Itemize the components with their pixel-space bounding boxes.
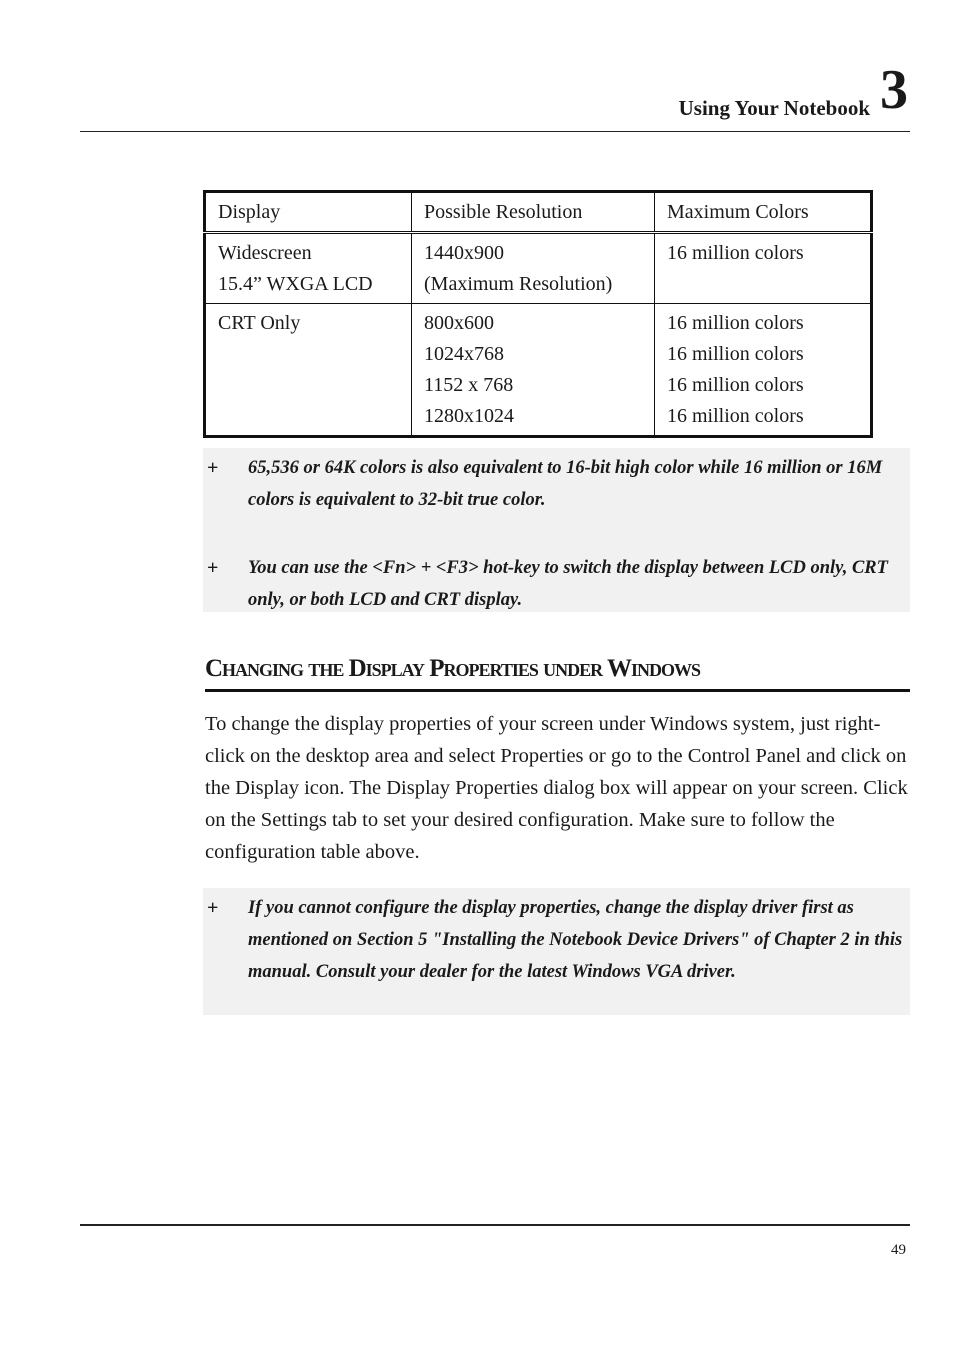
cell-line: 16 million colors: [667, 405, 804, 427]
page-header: [80, 59, 910, 132]
table-header-cell: Display: [205, 192, 412, 233]
note-text: 65,536 or 64K colors is also equivalent to 16-bit high color while 16 million or 16M colors is equivalent to 32-bit true color.: [248, 458, 883, 510]
table-cell-display: [205, 233, 412, 304]
header-title: Using Your Notebook: [678, 96, 870, 120]
display-resolution-table: [203, 190, 873, 438]
table-row: [205, 304, 872, 437]
table-cell-resolution: [412, 233, 655, 304]
table-header-cell: Maximum Colors: [655, 192, 872, 233]
body-paragraph: To change the display properties of your screen under Windows system, just right-click on the desktop area and select Properties or go to the Control Panel and click on the Display icon. The Display Properties dialog box will appear on your screen. Click on the Settings tab to set your desired configuration. Make sure to follow the configuration table above.: [205, 713, 908, 863]
plus-bullet-icon: +: [207, 557, 219, 579]
cell-line: 1152 x 768: [424, 374, 514, 396]
table-header-cell: Possible Resolution: [412, 192, 655, 233]
table-cell-colors: [655, 304, 872, 437]
cell-line: Widescreen: [218, 242, 312, 264]
cell-line: 16 million colors: [667, 312, 804, 334]
chapter-number: 3: [880, 59, 908, 121]
note-text: If you cannot configure the display properties, change the display driver first as mentioned on Section 5 "Installing the Notebook Device Drivers" of Chapter 2 in this manual. Consult your dealer for the latest Windows VGA driver.: [248, 898, 903, 982]
note-item: [203, 552, 910, 616]
note-item: [203, 892, 910, 988]
page-number: 49: [891, 1242, 906, 1258]
table-row: [205, 233, 872, 304]
cell-line: 16 million colors: [667, 374, 804, 396]
cell-line: (Maximum Resolution): [424, 273, 613, 295]
cell-line: 16 million colors: [667, 343, 804, 365]
cell-line: 16 million colors: [667, 242, 804, 264]
cell-line: 1024x768: [424, 343, 504, 365]
note-box: [203, 448, 910, 612]
table-cell-display: [205, 304, 412, 437]
table-header-row: [205, 192, 872, 233]
section-heading: Changing the Display Properties under Windows: [205, 652, 910, 692]
note-box: [203, 888, 910, 1015]
footer-divider: [80, 1224, 910, 1226]
plus-bullet-icon: +: [207, 457, 219, 479]
table-cell-colors: [655, 233, 872, 304]
cell-line: 1280x1024: [424, 405, 514, 427]
note-text: You can use the <Fn> + <F3> hot-key to switch the display between LCD only, CRT only, or both LCD and CRT display.: [248, 558, 888, 610]
cell-line: CRT Only: [218, 312, 301, 334]
cell-line: 1440x900: [424, 242, 504, 264]
table-cell-resolution: [412, 304, 655, 437]
plus-bullet-icon: +: [207, 897, 219, 919]
note-item: [203, 452, 910, 516]
cell-line: 15.4” WXGA LCD: [218, 273, 373, 295]
cell-line: 800x600: [424, 312, 494, 334]
